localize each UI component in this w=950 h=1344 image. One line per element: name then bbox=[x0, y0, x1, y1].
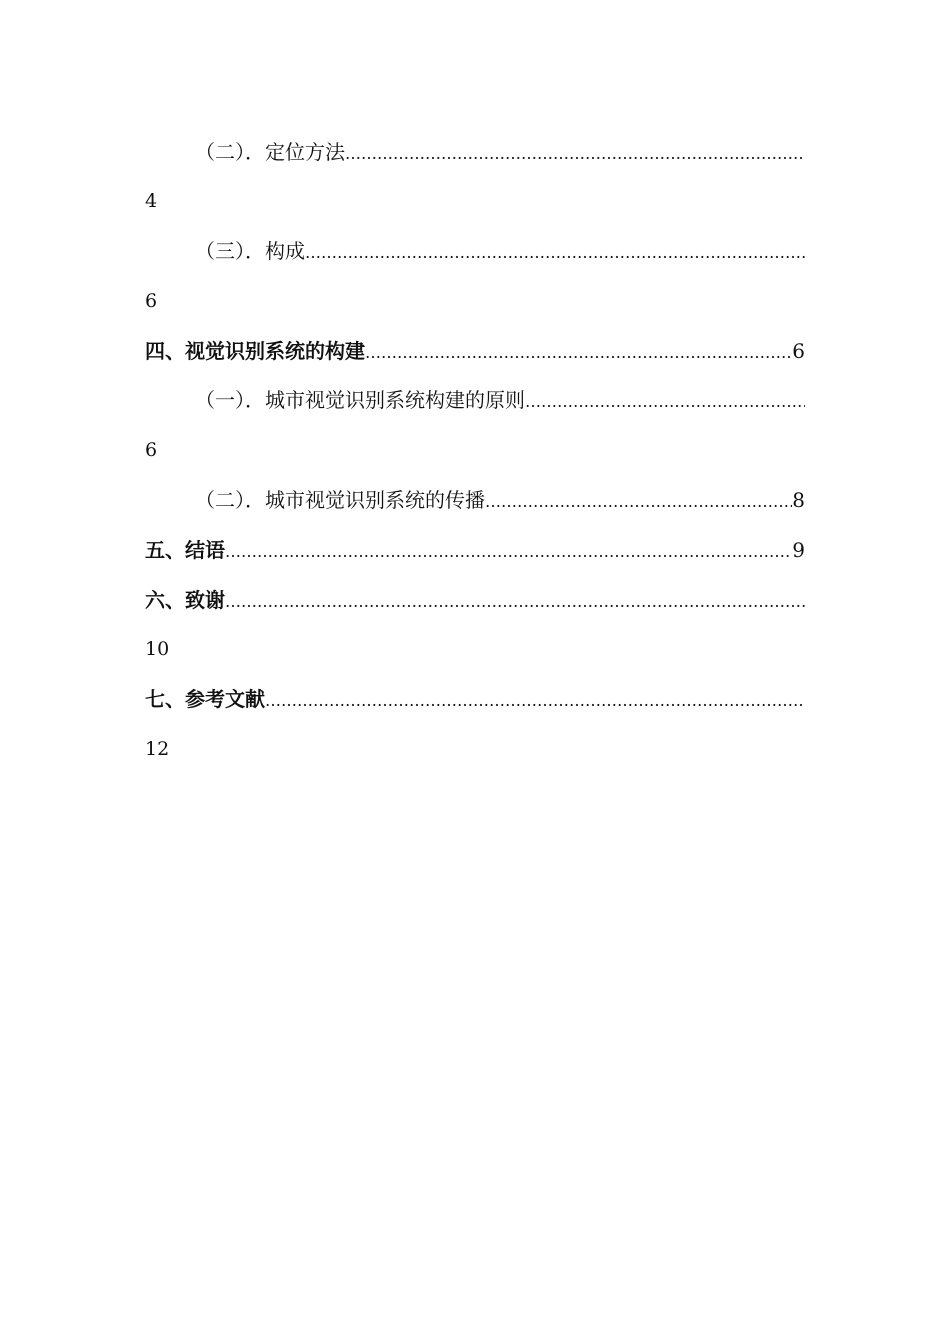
toc-entry-title: （一）．城市视觉识别系统构建的原则 bbox=[195, 388, 525, 412]
toc-dot-leader bbox=[225, 587, 805, 615]
toc-entry-title: （三）．构成 bbox=[195, 239, 305, 263]
toc-entry-title: 五、结语 bbox=[145, 538, 225, 562]
toc-dot-leader bbox=[485, 487, 792, 515]
toc-entry[interactable] bbox=[145, 585, 805, 615]
toc-entry-title: 六、致谢 bbox=[145, 588, 225, 612]
toc-dot-leader bbox=[225, 537, 792, 565]
toc-entry-title: （二）．城市视觉识别系统的传播 bbox=[195, 488, 485, 512]
toc-page-number: 6 bbox=[145, 290, 158, 312]
toc-entry[interactable] bbox=[145, 535, 805, 565]
toc-entry[interactable] bbox=[195, 137, 805, 167]
toc-page-number: 6 bbox=[145, 439, 158, 461]
toc-page-number: 4 bbox=[145, 190, 158, 212]
toc-entry[interactable] bbox=[145, 684, 805, 714]
toc-page-number: 12 bbox=[145, 738, 170, 760]
toc-dot-leader bbox=[305, 238, 805, 266]
toc-dot-leader bbox=[345, 139, 805, 167]
toc-entry[interactable] bbox=[195, 385, 805, 415]
toc-entry[interactable] bbox=[195, 236, 805, 266]
toc-entry-title: 七、参考文献 bbox=[145, 687, 265, 711]
toc-entry[interactable] bbox=[145, 336, 805, 366]
toc-page-number: 10 bbox=[145, 638, 170, 660]
toc-entry-title: （二）．定位方法 bbox=[195, 140, 345, 164]
toc-dot-leader bbox=[525, 387, 805, 415]
toc-page-number: 8 bbox=[792, 488, 805, 512]
toc-page-number: 6 bbox=[792, 339, 805, 363]
toc-dot-leader bbox=[365, 338, 792, 366]
toc-page-number: 9 bbox=[792, 538, 805, 562]
toc-dot-leader bbox=[265, 686, 805, 714]
toc-entry[interactable] bbox=[195, 485, 805, 515]
toc-entry-title: 四、视觉识别系统的构建 bbox=[145, 339, 365, 363]
